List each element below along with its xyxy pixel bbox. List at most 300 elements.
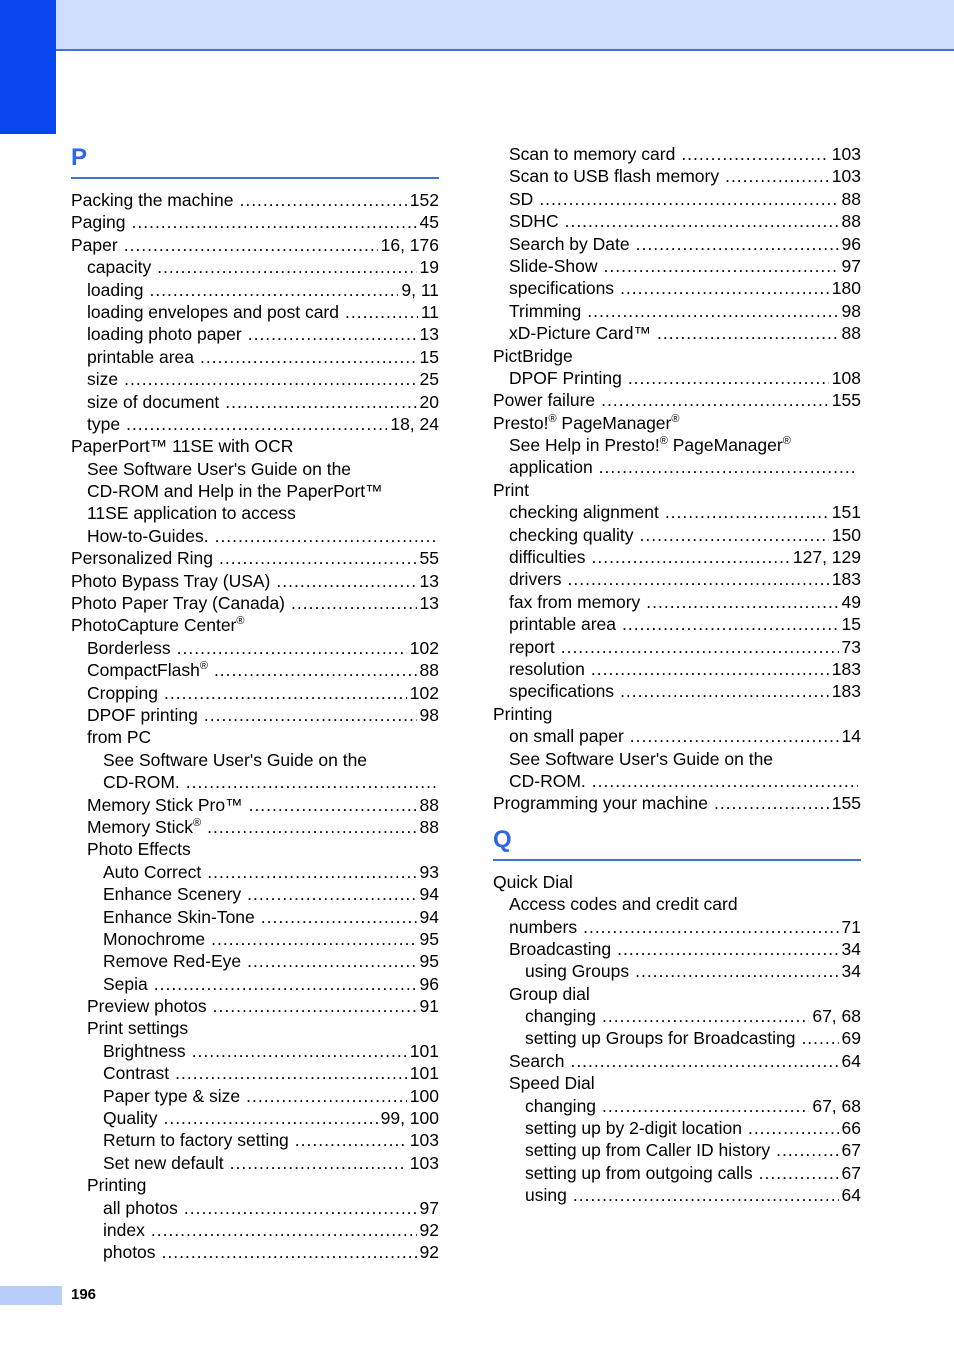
index-entry: [493, 501, 861, 523]
dot-leader: [184, 1197, 417, 1219]
footer-bar: [0, 1286, 62, 1305]
entry-label: Slide-Show: [509, 255, 598, 276]
dot-leader: [124, 368, 416, 390]
dot-leader: [646, 591, 838, 613]
dot-leader: [568, 568, 829, 590]
entry-pages: 101: [409, 1063, 439, 1084]
dot-leader: [620, 277, 829, 299]
dot-leader: [248, 323, 417, 345]
entry-label: changing: [525, 1095, 597, 1116]
index-entry: [71, 502, 439, 524]
index-entry: [71, 659, 439, 681]
entry-pages: 67: [841, 1162, 861, 1183]
entry-pages: 67, 68: [812, 1006, 861, 1027]
entry-pages: 97: [841, 255, 861, 276]
registered-mark: ®: [192, 817, 202, 830]
dot-leader: [599, 456, 858, 478]
index-entry: [493, 300, 861, 322]
index-entry: [493, 1050, 861, 1072]
entry-pages: 180: [831, 278, 861, 299]
dot-leader: [601, 389, 829, 411]
entry-label: SDHC: [509, 211, 559, 232]
index-entry: [493, 748, 861, 770]
dot-leader: [776, 1139, 838, 1161]
dot-leader: [247, 883, 416, 905]
entry-label: xD-Picture Card™: [509, 323, 651, 344]
index-entry: [493, 1139, 861, 1161]
dot-leader: [157, 256, 416, 278]
dot-leader: [200, 346, 417, 368]
index-entry: [71, 211, 439, 233]
dot-leader: [239, 189, 406, 211]
entry-label: CompactFlash®: [87, 660, 208, 681]
entry-pages: 151: [831, 502, 861, 523]
entry-label: Print settings: [87, 1018, 189, 1039]
dot-leader: [630, 725, 839, 747]
entry-label: Auto Correct: [103, 861, 202, 882]
entry-label: Printing: [493, 703, 553, 724]
entry-pages: 88: [841, 211, 861, 232]
entry-pages: 183: [831, 569, 861, 590]
entry-label: Personalized Ring: [71, 548, 214, 569]
dot-leader: [164, 682, 407, 704]
entry-label: Memory Stick Pro™: [87, 794, 243, 815]
entry-label: See Software User's Guide on the: [87, 458, 352, 479]
entry-label: Printing: [87, 1175, 147, 1196]
index-entry: [71, 794, 439, 816]
entry-label: Photo Paper Tray (Canada): [71, 593, 286, 614]
entry-pages: 14: [841, 726, 861, 747]
entry-label: numbers: [509, 916, 578, 937]
dot-leader: [163, 1107, 377, 1129]
index-entry: [493, 456, 861, 478]
entry-label: checking quality: [509, 524, 634, 545]
entry-label: Paper: [71, 234, 118, 255]
index-entry: [71, 1040, 439, 1062]
entry-pages: 69: [841, 1028, 861, 1049]
entry-label: Paper type & size: [103, 1085, 241, 1106]
entry-pages: 95: [419, 951, 439, 972]
index-entry: [493, 703, 861, 725]
entry-label: loading: [87, 279, 144, 300]
dot-leader: [587, 300, 838, 322]
index-entry: [71, 906, 439, 928]
index-entry: [71, 1062, 439, 1084]
index-entry: [71, 749, 439, 771]
entry-pages: 20: [419, 391, 439, 412]
index-entry: [493, 389, 861, 411]
entry-pages: 103: [409, 1130, 439, 1151]
page-number: 196: [71, 1286, 97, 1303]
dot-leader: [162, 1241, 417, 1263]
entry-label: Monochrome: [103, 928, 206, 949]
dot-leader: [207, 816, 416, 838]
index-entry: [493, 658, 861, 680]
registered-mark: ®: [671, 412, 680, 425]
index-entry: [493, 345, 861, 367]
index-entry: [71, 1017, 439, 1039]
entry-pages: 94: [419, 884, 439, 905]
index-entry: [71, 279, 439, 301]
index-column-right: [493, 143, 861, 1207]
index-entry: [71, 323, 439, 345]
entry-pages: 155: [831, 793, 861, 814]
entry-pages: 66: [841, 1118, 861, 1139]
entry-pages: 92: [419, 1219, 439, 1240]
entry-label: type: [87, 413, 121, 434]
entry-label: setting up from outgoing calls: [525, 1162, 753, 1183]
entry-pages: 183: [831, 681, 861, 702]
entry-pages: 25: [419, 369, 439, 390]
index-entry: [493, 960, 861, 982]
index-entry: [71, 928, 439, 950]
entry-label: all photos: [103, 1197, 178, 1218]
index-entry: [493, 568, 861, 590]
dot-leader: [247, 950, 416, 972]
entry-label: loading envelopes and post card: [87, 301, 339, 322]
entry-label: Search by Date: [509, 233, 630, 254]
entry-label: DPOF printing: [87, 704, 198, 725]
index-entry: [71, 256, 439, 278]
entry-label: PaperPort™ 11SE with OCR: [71, 436, 294, 457]
entry-pages: 183: [831, 658, 861, 679]
index-entry: [493, 1162, 861, 1184]
dot-leader: [219, 547, 417, 569]
entry-label: capacity: [87, 257, 152, 278]
index-entry: [493, 546, 861, 568]
entry-label: Quick Dial: [493, 871, 573, 892]
dot-leader: [132, 211, 417, 233]
registered-mark: ®: [782, 435, 791, 448]
chapter-tab: [0, 0, 56, 134]
index-entry: [493, 636, 861, 658]
entry-label: loading photo paper: [87, 324, 242, 345]
entry-pages: 97: [419, 1197, 439, 1218]
entry-pages: 45: [419, 212, 439, 233]
index-entry: [71, 592, 439, 614]
index-entry: [493, 255, 861, 277]
entry-pages: 11: [420, 301, 439, 322]
entry-label: setting up Groups for Broadcasting: [525, 1028, 796, 1049]
entry-pages: 13: [419, 324, 439, 345]
entry-pages: 88: [419, 794, 439, 815]
entry-pages: 13: [419, 593, 439, 614]
index-entry: [493, 916, 861, 938]
index-entry: [71, 391, 439, 413]
entry-label: Access codes and credit card: [509, 894, 738, 915]
index-entry: [71, 995, 439, 1017]
entry-label: photos: [103, 1242, 156, 1263]
dot-leader: [759, 1162, 839, 1184]
entry-pages: 150: [831, 524, 861, 545]
entry-pages: 16, 176: [380, 234, 439, 255]
dot-leader: [175, 1062, 407, 1084]
entry-pages: 15: [841, 614, 861, 635]
entry-label: Contrast: [103, 1063, 170, 1084]
index-entry: [71, 771, 439, 793]
registered-mark: ®: [199, 660, 208, 673]
index-entry: [71, 570, 439, 592]
index-entry: [493, 412, 861, 434]
index-entry: [71, 368, 439, 390]
entry-pages: 127, 129: [792, 547, 861, 568]
entry-pages: 98: [419, 704, 439, 725]
index-entry: [71, 346, 439, 368]
index-entry: [71, 726, 439, 748]
dot-leader: [230, 1152, 407, 1174]
dot-leader: [665, 501, 829, 523]
entry-label: difficulties: [509, 547, 586, 568]
index-entry: [493, 1117, 861, 1139]
dot-leader: [151, 1219, 417, 1241]
entry-label: report: [509, 636, 555, 657]
entry-label: Broadcasting: [509, 938, 612, 959]
index-entry: [71, 413, 439, 435]
registered-mark: ®: [659, 435, 668, 448]
entry-label: specifications: [509, 278, 615, 299]
entry-label: Search: [509, 1050, 565, 1071]
index-entry: [493, 165, 861, 187]
entry-pages: 102: [409, 637, 439, 658]
index-entry: [493, 188, 861, 210]
entry-label: using: [525, 1185, 567, 1206]
entry-label: setting up from Caller ID history: [525, 1140, 771, 1161]
entry-label: using Groups: [525, 961, 630, 982]
entry-label: printable area: [87, 346, 195, 367]
index-entry: [71, 547, 439, 569]
entry-pages: 88: [419, 660, 439, 681]
index-entry: [71, 1197, 439, 1219]
entry-pages: 96: [419, 973, 439, 994]
dot-leader: [149, 279, 398, 301]
entry-label: CD-ROM.: [103, 772, 180, 793]
entry-label: Set new default: [103, 1152, 224, 1173]
dot-leader: [573, 1184, 839, 1206]
dot-leader: [591, 658, 829, 680]
entry-pages: 152: [409, 190, 439, 210]
dot-leader: [345, 301, 418, 323]
index-entry: [493, 1184, 861, 1206]
section-heading: P: [71, 143, 439, 179]
index-entry: [71, 525, 439, 547]
dot-leader: [602, 1005, 809, 1027]
entry-pages: 98: [841, 300, 861, 321]
entry-pages: 100: [409, 1085, 439, 1106]
entry-label: Photo Effects: [87, 839, 191, 860]
dot-leader: [276, 570, 416, 592]
entry-pages: 55: [419, 548, 439, 569]
index-entry: [493, 233, 861, 255]
index-entry: [71, 234, 439, 256]
entry-label: See Help in Presto!® PageManager®: [509, 435, 791, 456]
dot-leader: [748, 1117, 839, 1139]
dot-leader: [640, 524, 829, 546]
entry-label: on small paper: [509, 726, 624, 747]
entry-label: Return to factory setting: [103, 1130, 289, 1151]
entry-pages: 155: [831, 390, 861, 411]
dot-leader: [657, 322, 839, 344]
entry-label: from PC: [87, 727, 152, 748]
index-entry: [493, 367, 861, 389]
entry-pages: 49: [841, 591, 861, 612]
entry-label: Group dial: [509, 983, 590, 1004]
entry-pages: 96: [841, 233, 861, 254]
entry-label: Remove Red-Eye: [103, 951, 242, 972]
entry-label: CD-ROM.: [509, 770, 586, 791]
dot-leader: [561, 636, 839, 658]
entry-label: SD: [509, 188, 534, 209]
dot-leader: [617, 938, 838, 960]
dot-leader: [291, 592, 417, 614]
entry-pages: 67, 68: [812, 1095, 861, 1116]
index-entry: [71, 973, 439, 995]
dot-leader: [246, 1085, 407, 1107]
dot-leader: [225, 391, 416, 413]
dot-leader: [204, 704, 417, 726]
dot-leader: [249, 794, 417, 816]
entry-pages: 18, 24: [390, 413, 439, 434]
dot-leader: [604, 255, 839, 277]
entry-pages: 71: [841, 916, 861, 937]
entry-label: Preview photos: [87, 996, 207, 1017]
index-entry: [493, 893, 861, 915]
entry-pages: 88: [419, 816, 439, 837]
entry-label: Sepia: [103, 973, 148, 994]
entry-label: changing: [525, 1006, 597, 1027]
entry-pages: 92: [419, 1242, 439, 1263]
entry-label: Cropping: [87, 682, 159, 703]
index-entry: [493, 591, 861, 613]
entry-pages: 19: [419, 257, 439, 278]
index-entry: [493, 613, 861, 635]
index-entry: [493, 983, 861, 1005]
index-entry: [71, 950, 439, 972]
entry-pages: 34: [841, 961, 861, 982]
entry-label: Speed Dial: [509, 1073, 595, 1094]
entry-pages: 9, 11: [401, 279, 439, 300]
index-entry: [71, 189, 439, 211]
index-entry: [71, 883, 439, 905]
entry-pages: 108: [831, 367, 861, 388]
dot-leader: [124, 234, 378, 256]
entry-pages: 94: [419, 906, 439, 927]
index-entry: [71, 682, 439, 704]
entry-label: See Software User's Guide on the: [509, 748, 774, 769]
dot-leader: [215, 525, 436, 547]
entry-label: application: [509, 457, 593, 478]
registered-mark: ®: [548, 412, 557, 425]
dot-leader: [214, 659, 417, 681]
entry-label: Quality: [103, 1108, 158, 1129]
entry-pages: 34: [841, 938, 861, 959]
dot-leader: [636, 233, 839, 255]
index-entry: [71, 301, 439, 323]
index-entry: [71, 838, 439, 860]
index-entry: [71, 637, 439, 659]
dot-leader: [620, 680, 829, 702]
entry-label: checking alignment: [509, 502, 659, 523]
dot-leader: [207, 861, 416, 883]
dot-leader: [261, 906, 417, 928]
index-entry: [493, 479, 861, 501]
index-entry: [493, 277, 861, 299]
dot-leader: [714, 792, 829, 814]
index-entry: [71, 861, 439, 883]
entry-pages: 88: [841, 323, 861, 344]
entry-pages: 91: [419, 996, 439, 1017]
entry-label: printable area: [509, 614, 617, 635]
index-entry: [493, 322, 861, 344]
entry-label: Packing the machine: [71, 190, 234, 210]
index-entry: [71, 816, 439, 838]
dot-leader: [622, 613, 839, 635]
dot-leader: [583, 916, 838, 938]
entry-label: Presto!® PageManager®: [493, 412, 680, 433]
entry-pages: 64: [841, 1050, 861, 1071]
entry-label: index: [103, 1219, 145, 1240]
header-band: [0, 0, 954, 51]
entry-label: CD-ROM and Help in the PaperPort™: [87, 481, 383, 502]
dot-leader: [801, 1027, 838, 1049]
index-entry: [493, 871, 861, 893]
entry-label: size of document: [87, 391, 220, 412]
dot-leader: [570, 1050, 838, 1072]
index-entry: [493, 1095, 861, 1117]
index-entry: [493, 524, 861, 546]
dot-leader: [592, 770, 858, 792]
entry-label: 11SE application to access: [87, 503, 296, 524]
index-entry: [71, 1219, 439, 1241]
dot-leader: [295, 1129, 407, 1151]
entry-label: specifications: [509, 681, 615, 702]
entry-pages: 101: [409, 1040, 439, 1061]
entry-label: Enhance Scenery: [103, 884, 242, 905]
entry-label: resolution: [509, 658, 585, 679]
dot-leader: [177, 637, 407, 659]
dot-leader: [154, 973, 417, 995]
index-entry: [71, 1129, 439, 1151]
entry-pages: 103: [831, 144, 861, 164]
index-entry: [493, 770, 861, 792]
entry-pages: 73: [841, 636, 861, 657]
index-entry: [493, 143, 861, 165]
dot-leader: [592, 546, 790, 568]
entry-label: Trimming: [509, 300, 582, 321]
index-entry: [493, 1072, 861, 1094]
entry-label: Print: [493, 479, 529, 500]
entry-label: DPOF Printing: [509, 367, 622, 388]
dot-leader: [681, 143, 828, 165]
entry-label: Scan to USB flash memory: [509, 166, 720, 187]
index-entry: [71, 480, 439, 502]
index-entry: [71, 1174, 439, 1196]
entry-pages: 67: [841, 1140, 861, 1161]
entry-pages: 64: [841, 1185, 861, 1206]
index-entry: [493, 1005, 861, 1027]
entry-pages: 93: [419, 861, 439, 882]
index-entry: [71, 1241, 439, 1263]
entry-label: Photo Bypass Tray (USA): [71, 570, 271, 591]
entry-label: Memory Stick®: [87, 816, 202, 837]
index-entry: [493, 792, 861, 814]
dot-leader: [628, 367, 829, 389]
entry-label: drivers: [509, 569, 562, 590]
index-entry: [71, 1085, 439, 1107]
dot-leader: [725, 165, 829, 187]
index-entry: [71, 458, 439, 480]
dot-leader: [192, 1040, 407, 1062]
entry-label: Borderless: [87, 637, 171, 658]
